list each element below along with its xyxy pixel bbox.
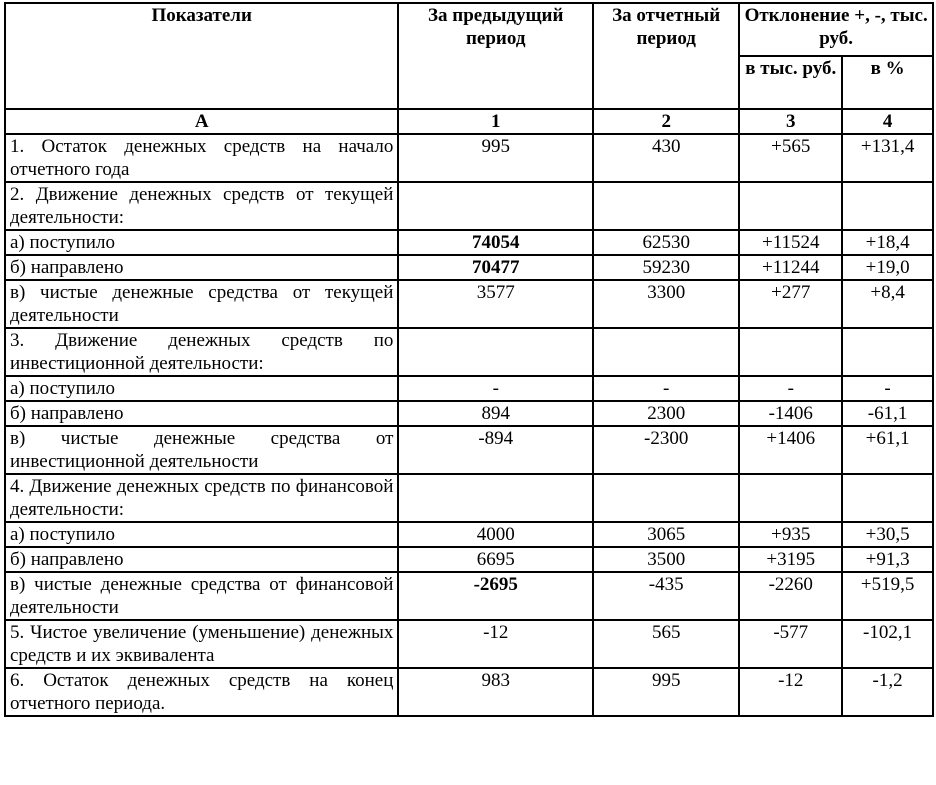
value-deviation-abs	[739, 328, 842, 376]
value-prev-period: 6695	[398, 547, 593, 572]
table-row	[5, 522, 933, 547]
index-cell: А	[5, 109, 398, 134]
value-deviation-abs: -2260	[739, 572, 842, 620]
value-curr-period: 62530	[593, 230, 739, 255]
value-prev-period: -12	[398, 620, 593, 668]
value-curr-period: 3065	[593, 522, 739, 547]
value-deviation-pct	[842, 182, 933, 230]
value-deviation-abs: +935	[739, 522, 842, 547]
value-deviation-pct	[842, 474, 933, 522]
value-curr-period: -	[593, 376, 739, 401]
value-curr-period: 3500	[593, 547, 739, 572]
value-deviation-abs: +565	[739, 134, 842, 182]
index-cell: 1	[398, 109, 593, 134]
value-prev-period: 995	[398, 134, 593, 182]
table-row	[5, 255, 933, 280]
value-prev-period: 70477	[398, 255, 593, 280]
table-row	[5, 230, 933, 255]
table-row	[5, 328, 933, 376]
value-prev-period	[398, 182, 593, 230]
index-cell: 2	[593, 109, 739, 134]
table-row	[5, 620, 933, 668]
value-deviation-abs: -577	[739, 620, 842, 668]
value-deviation-pct: -	[842, 376, 933, 401]
header-deviation: Отклонение +, -, тыс. руб.	[739, 3, 933, 56]
value-deviation-abs	[739, 474, 842, 522]
value-curr-period	[593, 474, 739, 522]
row-label: а) поступило	[5, 522, 398, 547]
value-deviation-abs: +277	[739, 280, 842, 328]
value-curr-period: 2300	[593, 401, 739, 426]
row-label: 4. Движение денежных средств по финансовой деятельности:	[5, 474, 398, 522]
value-prev-period: 894	[398, 401, 593, 426]
row-label: в) чистые денежные средства от инвестиционной деятельности	[5, 426, 398, 474]
value-deviation-pct: +519,5	[842, 572, 933, 620]
value-prev-period: -	[398, 376, 593, 401]
value-deviation-pct: -1,2	[842, 668, 933, 716]
row-label: б) направлено	[5, 401, 398, 426]
value-curr-period: 3300	[593, 280, 739, 328]
value-prev-period: 4000	[398, 522, 593, 547]
header-prev-period: За предыдущий период	[398, 3, 593, 109]
value-deviation-pct: +131,4	[842, 134, 933, 182]
value-deviation-pct: +18,4	[842, 230, 933, 255]
value-curr-period: 995	[593, 668, 739, 716]
row-label: б) направлено	[5, 255, 398, 280]
value-prev-period: 3577	[398, 280, 593, 328]
header-row-1	[5, 3, 933, 56]
table-row	[5, 547, 933, 572]
table-row	[5, 572, 933, 620]
value-deviation-abs: +11244	[739, 255, 842, 280]
value-prev-period	[398, 328, 593, 376]
header-dev-abs: в тыс. руб.	[739, 56, 842, 109]
cash-flow-table	[4, 2, 934, 717]
value-deviation-pct: -102,1	[842, 620, 933, 668]
value-deviation-abs: +1406	[739, 426, 842, 474]
value-prev-period: 983	[398, 668, 593, 716]
value-curr-period	[593, 182, 739, 230]
value-deviation-pct: +30,5	[842, 522, 933, 547]
value-prev-period	[398, 474, 593, 522]
value-deviation-pct	[842, 328, 933, 376]
value-deviation-abs: -12	[739, 668, 842, 716]
value-curr-period: -2300	[593, 426, 739, 474]
header-curr-period: За отчетный период	[593, 3, 739, 109]
value-deviation-abs	[739, 182, 842, 230]
row-label: 5. Чистое увеличение (уменьшение) денежных средств и их эквивалента	[5, 620, 398, 668]
row-label: в) чистые денежные средства от финансовой деятельности	[5, 572, 398, 620]
table-row	[5, 134, 933, 182]
row-label: б) направлено	[5, 547, 398, 572]
value-curr-period: 565	[593, 620, 739, 668]
header-indicators: Показатели	[5, 3, 398, 109]
row-label: в) чистые денежные средства от текущей деятельности	[5, 280, 398, 328]
row-label: 3. Движение денежных средств по инвестиционной деятельности:	[5, 328, 398, 376]
table-row	[5, 401, 933, 426]
table-row	[5, 474, 933, 522]
row-label: а) поступило	[5, 376, 398, 401]
value-deviation-pct: +61,1	[842, 426, 933, 474]
table-row	[5, 376, 933, 401]
value-curr-period: -435	[593, 572, 739, 620]
value-curr-period	[593, 328, 739, 376]
value-prev-period: -894	[398, 426, 593, 474]
index-cell: 4	[842, 109, 933, 134]
row-label: 6. Остаток денежных средств на конец отчетного периода.	[5, 668, 398, 716]
value-deviation-pct: +19,0	[842, 255, 933, 280]
value-curr-period: 59230	[593, 255, 739, 280]
value-deviation-pct: -61,1	[842, 401, 933, 426]
table-row	[5, 668, 933, 716]
row-label: 2. Движение денежных средств от текущей деятельности:	[5, 182, 398, 230]
table-row	[5, 280, 933, 328]
value-deviation-abs: -	[739, 376, 842, 401]
row-label: 1. Остаток денежных средств на начало отчетного года	[5, 134, 398, 182]
value-deviation-pct: +91,3	[842, 547, 933, 572]
value-curr-period: 430	[593, 134, 739, 182]
index-cell: 3	[739, 109, 842, 134]
value-deviation-abs: +3195	[739, 547, 842, 572]
row-label: а) поступило	[5, 230, 398, 255]
table-row	[5, 182, 933, 230]
header-dev-pct: в %	[842, 56, 933, 109]
value-deviation-pct: +8,4	[842, 280, 933, 328]
index-row	[5, 109, 933, 134]
value-deviation-abs: +11524	[739, 230, 842, 255]
table-row	[5, 426, 933, 474]
value-deviation-abs: -1406	[739, 401, 842, 426]
value-prev-period: 74054	[398, 230, 593, 255]
value-prev-period: -2695	[398, 572, 593, 620]
